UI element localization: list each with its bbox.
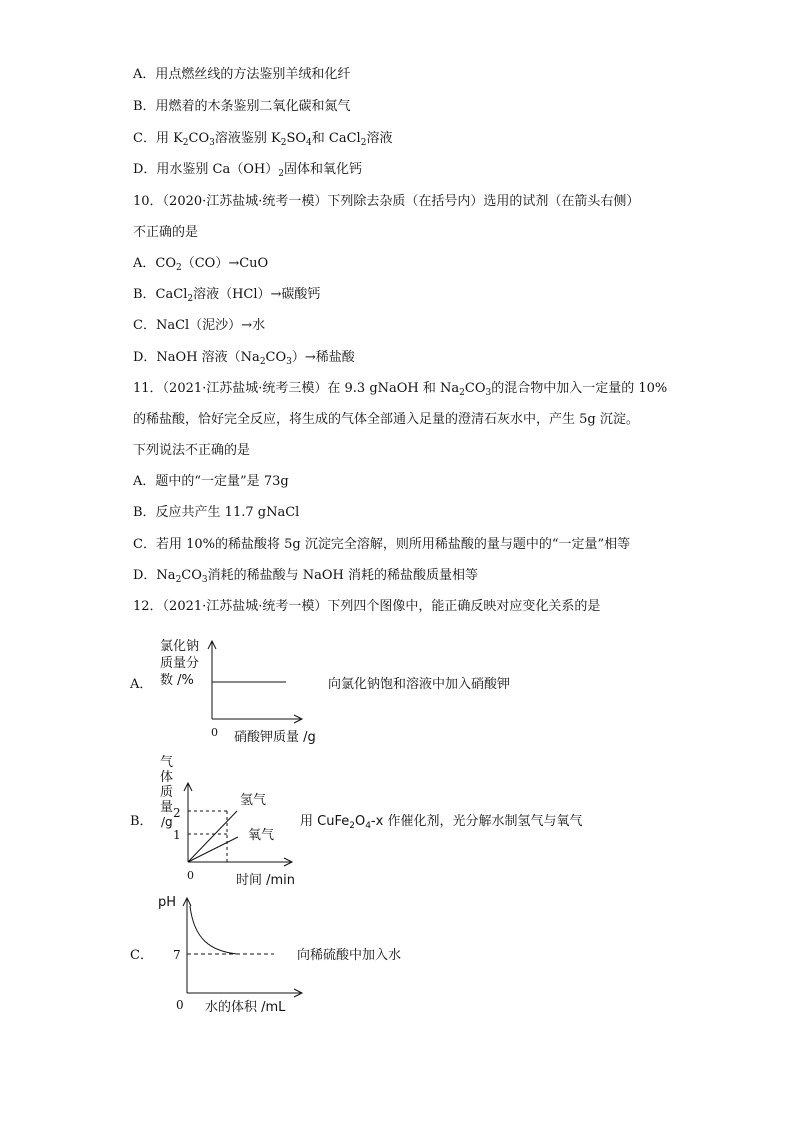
q12-graph-b-ylabel-3: 质 [160,785,174,800]
q12-graph-a-description: 向氯化钠饱和溶液中加入硝酸钾 [328,677,511,692]
q12-graph-b-xlabel: 时间 /min [236,873,296,888]
q12-graph-b-option-label: B． [130,814,153,829]
q10-option-d: D．NaOH 溶液$(Na_2CO_3)\to$稀盐酸 [133,350,355,367]
q12-graph-c-ph-curve [190,906,237,954]
q11-stem-line3: 下列说法不正确的是 [133,443,251,458]
q11-stem-line1: 11．（2021·江苏盐城·统考三模）在 9.3 gNaOH 和 $Na_2CO_3$的混合物中加入一定量的 10% [133,381,668,398]
q12-graph-a-ylabel-line1: 氯化钠 [160,639,200,654]
q12-graph-b-oxygen-label: 氧气 [248,828,275,843]
q12-graph-b-hydrogen-line [188,811,237,862]
q12-graph-a-xlabel: 硝酸钾质量 /g [234,730,316,745]
q10-stem-line1: 10．（2020·江苏盐城·统考一模）下列除去杂质（在括号内）选用的试剂（在箭头右侧） [133,194,640,209]
q12-graph-b [130,753,610,888]
q12-graph-a [130,630,550,748]
q10-option-a: A．$CO_2(CO)\to CuO$ [133,256,269,273]
q12-graph-c-option-label: C． [130,948,153,963]
q12-graph-b-ylabel-5: /g [161,815,173,829]
q12-graph-c-description: 向稀硫酸中加入水 [297,948,402,963]
q9-option-d: D．用水鉴别 $Ca(OH)_2$固体和氧化钙 [133,162,362,179]
q11-option-c: C．若用 10%的稀盐酸将 5g 沉淀完全溶解，则所用稀盐酸的量与题中的“一定量”相等 [133,537,631,552]
q12-graph-a-ylabel-line3: 数 /% [160,673,194,688]
q12-graph-b-origin: 0 [187,869,194,882]
q10-option-b: B．CaCl$_2$溶液（HCl）→碳酸钙 [133,287,321,304]
q11-option-a: A．题中的“一定量”是 73g [133,474,289,489]
q12-graph-c [130,893,550,1018]
q12-graph-b-ylabel-4: 量 [160,800,174,815]
q11-option-b: B．反应共产生 11.7 gNaCl [133,505,300,520]
q12-graph-b-tick-2: 2 [173,806,181,820]
q12-graph-b-description: 用 $CuFe_2O_4-x$ 作催化剂，光分解水制氢气与氧气 [300,814,583,831]
q12-graph-b-ylabel-2: 体 [160,770,174,785]
q12-graph-c-origin: 0 [176,998,184,1012]
q12-graph-b-tick-1: 1 [173,828,181,842]
q9-option-a: A．用点燃丝线的方法鉴别羊绒和化纤 [133,67,351,82]
q12-graph-b-hydrogen-label: 氢气 [240,793,267,808]
q12-graph-b-oxygen-line [188,837,238,862]
q9-option-b: B．用燃着的木条鉴别二氧化碳和氮气 [133,99,351,114]
q10-stem-line2: 不正确的是 [133,225,199,240]
q11-option-d: D．$Na_2CO_3$消耗的稀盐酸与 NaOH 消耗的稀盐酸质量相等 [133,568,479,585]
q12-graph-c-ylabel: pH [158,895,177,910]
q12-graph-c-tick-7: 7 [173,948,181,962]
q12-graph-a-option-label: A． [130,677,153,692]
q12-graph-a-ylabel-line2: 质量分 [160,656,200,671]
q12-graph-b-ylabel-1: 气 [160,755,174,770]
q10-option-c: C．NaCl（泥沙）→水 [133,318,266,333]
q12-graph-c-xlabel: 水的体积 /mL [205,1000,286,1015]
q12-graph-a-origin: 0 [211,726,218,739]
q9-option-c: C．用 $K_2CO_3$溶液鉴别 $K_2SO_4$和 CaCl$_2$溶液 [133,131,393,148]
q12-stem: 12．（2021·江苏盐城·统考一模）下列四个图像中，能正确反映对应变化关系的是 [133,599,601,614]
q11-stem-line2: 的稀盐酸，恰好完全反应，将生成的气体全部通入足量的澄清石灰水中，产生 5g 沉淀。 [133,412,639,427]
